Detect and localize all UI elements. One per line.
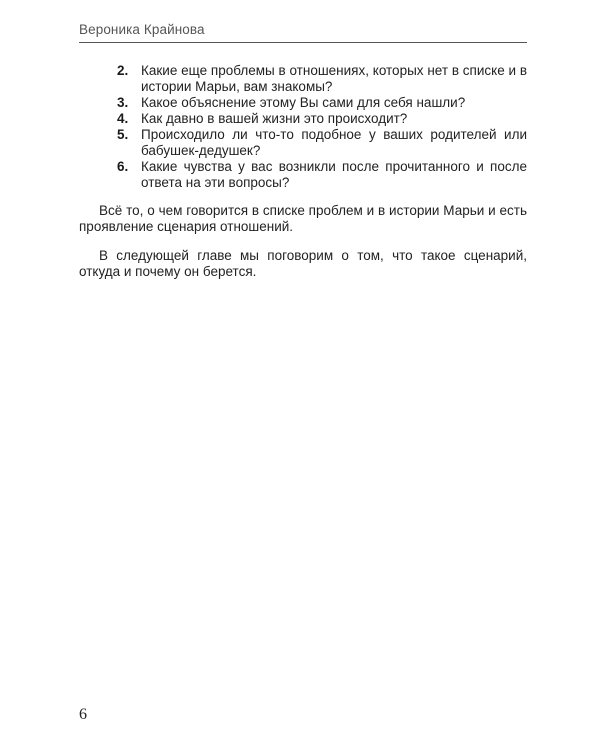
question-number: 2. [117,63,129,78]
question-number: 5. [117,127,129,142]
question-text: Происходило ли что-то подобное у ваших родителей или бабушек-дедушек? [141,127,527,158]
page-number: 6 [79,706,87,723]
list-item [79,127,527,159]
header-rule [79,42,527,43]
list-item [79,111,527,127]
question-number: 3. [117,95,129,110]
running-header-author: Вероника Крайнова [79,22,205,37]
question-list [79,63,527,191]
list-item [79,63,527,95]
question-text: Какое объяснение этому Вы сами для себя нашли? [141,95,466,110]
body-paragraph-next-chapter: В следующей главе мы поговорим о том, что такое сценарий, откуда и почему он берется. [79,248,527,279]
body-paragraph-scenario: Всё то, о чем говорится в списке проблем и в истории Марьи и есть проявление сценария отношений. [79,203,527,234]
question-number: 4. [117,111,129,126]
question-text: Как давно в вашей жизни это происходит? [141,111,408,126]
list-item [79,95,527,111]
list-item [79,159,527,191]
question-text: Какие чувства у вас возникли после прочитанного и после ответа на эти вопросы? [141,159,527,190]
question-text: Какие еще проблемы в отношениях, которых нет в списке и в истории Марьи, вам знакомы? [141,63,527,94]
question-number: 6. [117,159,129,174]
